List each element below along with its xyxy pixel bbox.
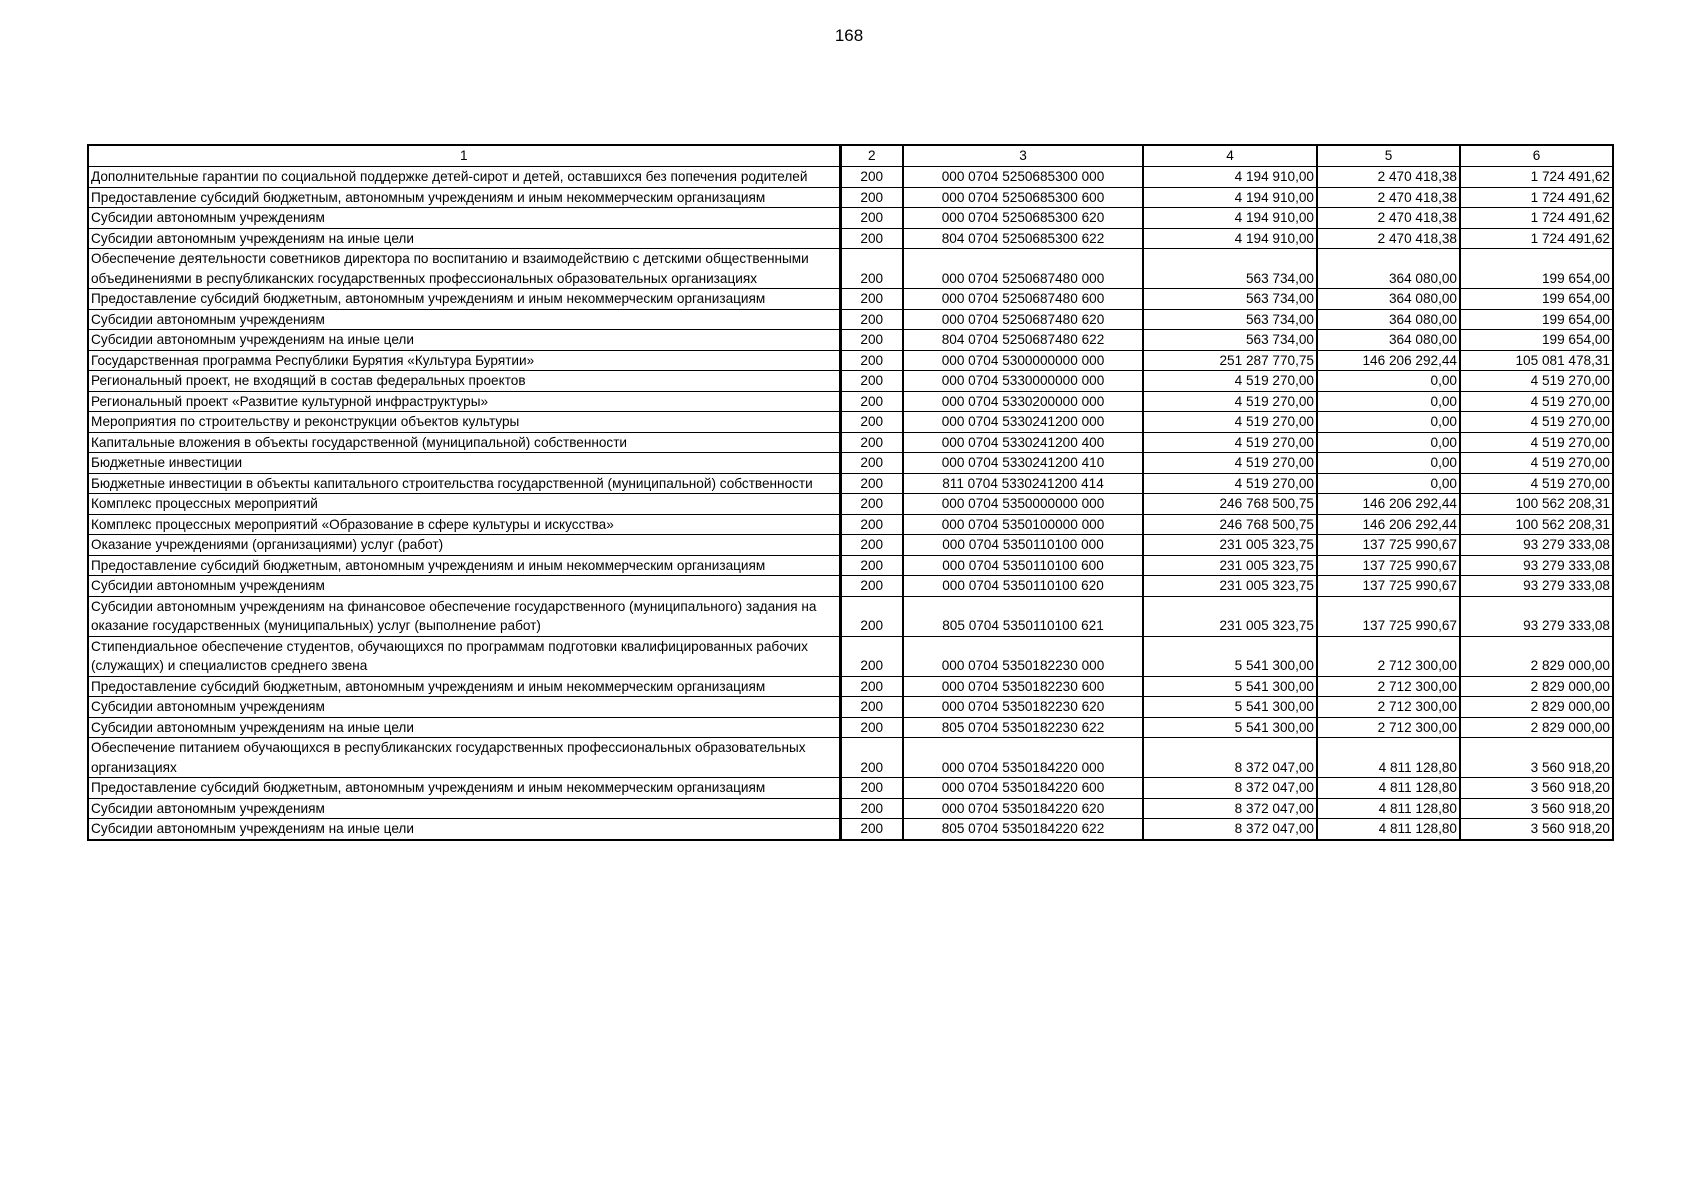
row-approved-amount: 4 519 270,00	[1143, 371, 1317, 392]
row-unexecuted-amount: 100 562 208,31	[1460, 494, 1613, 515]
table-row	[88, 228, 1613, 249]
row-approved-amount: 231 005 323,75	[1143, 596, 1317, 636]
row-budget-code: 000 0704 5350100000 000	[903, 514, 1143, 535]
table-row	[88, 371, 1613, 392]
row-executed-amount: 2 712 300,00	[1317, 636, 1460, 676]
row-budget-code: 805 0704 5350110100 621	[903, 596, 1143, 636]
row-unexecuted-amount: 3 560 918,20	[1460, 819, 1613, 840]
row-approved-amount: 563 734,00	[1143, 289, 1317, 310]
header-row	[88, 145, 1613, 167]
table-row	[88, 697, 1613, 718]
row-line-code: 200	[840, 228, 903, 249]
row-executed-amount: 0,00	[1317, 391, 1460, 412]
table-row	[88, 208, 1613, 229]
header-col-5: 5	[1317, 145, 1460, 167]
table-row	[88, 167, 1613, 188]
table-row	[88, 596, 1613, 636]
table-row	[88, 738, 1613, 778]
row-line-code: 200	[840, 208, 903, 229]
row-line-code: 200	[840, 371, 903, 392]
row-unexecuted-amount: 4 519 270,00	[1460, 371, 1613, 392]
row-name: Мероприятия по строительству и реконструкции объектов культуры	[88, 412, 840, 433]
row-line-code: 200	[840, 494, 903, 515]
row-unexecuted-amount: 93 279 333,08	[1460, 555, 1613, 576]
table-row	[88, 309, 1613, 330]
row-line-code: 200	[840, 555, 903, 576]
row-line-code: 200	[840, 819, 903, 840]
table-row	[88, 514, 1613, 535]
row-executed-amount: 0,00	[1317, 371, 1460, 392]
row-approved-amount: 4 519 270,00	[1143, 453, 1317, 474]
row-unexecuted-amount: 93 279 333,08	[1460, 535, 1613, 556]
header-col-4: 4	[1143, 145, 1317, 167]
table-row	[88, 819, 1613, 840]
row-name: Обеспечение деятельности советников директора по воспитанию и взаимодействию с детскими общественными объединениями в республиканских государственных профессиональных образовательных организациях	[88, 249, 840, 289]
row-line-code: 200	[840, 697, 903, 718]
row-executed-amount: 146 206 292,44	[1317, 350, 1460, 371]
row-approved-amount: 246 768 500,75	[1143, 494, 1317, 515]
row-name: Предоставление субсидий бюджетным, автономным учреждениям и иным некоммерческим организациям	[88, 676, 840, 697]
row-name: Предоставление субсидий бюджетным, автономным учреждениям и иным некоммерческим организациям	[88, 289, 840, 310]
row-line-code: 200	[840, 717, 903, 738]
row-name: Комплекс процессных мероприятий	[88, 494, 840, 515]
row-unexecuted-amount: 1 724 491,62	[1460, 208, 1613, 229]
header-col-2: 2	[840, 145, 903, 167]
row-budget-code: 000 0704 5250687480 620	[903, 309, 1143, 330]
table-row	[88, 676, 1613, 697]
row-unexecuted-amount: 3 560 918,20	[1460, 738, 1613, 778]
row-unexecuted-amount: 2 829 000,00	[1460, 676, 1613, 697]
row-approved-amount: 231 005 323,75	[1143, 555, 1317, 576]
row-executed-amount: 4 811 128,80	[1317, 778, 1460, 799]
row-budget-code: 000 0704 5330241200 400	[903, 432, 1143, 453]
row-name: Субсидии автономным учреждениям	[88, 309, 840, 330]
budget-execution-table	[87, 144, 1614, 841]
row-name: Субсидии автономным учреждениям на иные цели	[88, 717, 840, 738]
table-row	[88, 412, 1613, 433]
row-name: Капитальные вложения в объекты государственной (муниципальной) собственности	[88, 432, 840, 453]
row-name: Дополнительные гарантии по социальной поддержке детей-сирот и детей, оставшихся без попечения родителей	[88, 167, 840, 188]
row-executed-amount: 146 206 292,44	[1317, 494, 1460, 515]
row-budget-code: 000 0704 5350000000 000	[903, 494, 1143, 515]
table-row	[88, 778, 1613, 799]
row-budget-code: 804 0704 5250687480 622	[903, 330, 1143, 351]
row-name: Субсидии автономным учреждениям	[88, 576, 840, 597]
row-executed-amount: 2 712 300,00	[1317, 676, 1460, 697]
row-unexecuted-amount: 105 081 478,31	[1460, 350, 1613, 371]
row-approved-amount: 4 519 270,00	[1143, 473, 1317, 494]
row-executed-amount: 2 712 300,00	[1317, 697, 1460, 718]
row-line-code: 200	[840, 453, 903, 474]
row-budget-code: 000 0704 5350184220 600	[903, 778, 1143, 799]
row-executed-amount: 4 811 128,80	[1317, 798, 1460, 819]
row-approved-amount: 4 194 910,00	[1143, 187, 1317, 208]
row-approved-amount: 4 194 910,00	[1143, 208, 1317, 229]
row-line-code: 200	[840, 167, 903, 188]
row-executed-amount: 146 206 292,44	[1317, 514, 1460, 535]
row-budget-code: 000 0704 5330200000 000	[903, 391, 1143, 412]
row-budget-code: 000 0704 5330241200 000	[903, 412, 1143, 433]
row-unexecuted-amount: 199 654,00	[1460, 309, 1613, 330]
row-unexecuted-amount: 4 519 270,00	[1460, 432, 1613, 453]
row-executed-amount: 364 080,00	[1317, 330, 1460, 351]
row-line-code: 200	[840, 798, 903, 819]
row-approved-amount: 8 372 047,00	[1143, 738, 1317, 778]
row-budget-code: 000 0704 5350182230 600	[903, 676, 1143, 697]
row-approved-amount: 5 541 300,00	[1143, 676, 1317, 697]
row-budget-code: 000 0704 5250685300 600	[903, 187, 1143, 208]
row-approved-amount: 8 372 047,00	[1143, 798, 1317, 819]
row-approved-amount: 8 372 047,00	[1143, 819, 1317, 840]
row-name: Комплекс процессных мероприятий «Образование в сфере культуры и искусства»	[88, 514, 840, 535]
header-col-3: 3	[903, 145, 1143, 167]
table-row	[88, 432, 1613, 453]
row-budget-code: 000 0704 5350110100 620	[903, 576, 1143, 597]
row-budget-code: 000 0704 5350110100 000	[903, 535, 1143, 556]
row-unexecuted-amount: 2 829 000,00	[1460, 717, 1613, 738]
row-unexecuted-amount: 2 829 000,00	[1460, 636, 1613, 676]
row-name: Стипендиальное обеспечение студентов, обучающихся по программам подготовки квалифицированных рабочих (служащих) и специалистов среднего звена	[88, 636, 840, 676]
row-unexecuted-amount: 1 724 491,62	[1460, 167, 1613, 188]
table-row	[88, 576, 1613, 597]
row-budget-code: 805 0704 5350184220 622	[903, 819, 1143, 840]
row-executed-amount: 2 470 418,38	[1317, 208, 1460, 229]
row-line-code: 200	[840, 576, 903, 597]
row-name: Бюджетные инвестиции в объекты капитального строительства государственной (муниципальной) собственности	[88, 473, 840, 494]
row-name: Субсидии автономным учреждениям на иные цели	[88, 819, 840, 840]
row-line-code: 200	[840, 778, 903, 799]
row-budget-code: 000 0704 5350184220 620	[903, 798, 1143, 819]
table-row	[88, 391, 1613, 412]
row-budget-code: 000 0704 5250687480 600	[903, 289, 1143, 310]
row-line-code: 200	[840, 535, 903, 556]
row-line-code: 200	[840, 330, 903, 351]
row-name: Субсидии автономным учреждениям на финансовое обеспечение государственного (муниципального) задания на оказание государственных (муниципальных) услуг (выполнение работ)	[88, 596, 840, 636]
row-executed-amount: 0,00	[1317, 432, 1460, 453]
row-line-code: 200	[840, 432, 903, 453]
table-row	[88, 798, 1613, 819]
row-executed-amount: 2 712 300,00	[1317, 717, 1460, 738]
table-row	[88, 289, 1613, 310]
row-unexecuted-amount: 2 829 000,00	[1460, 697, 1613, 718]
row-executed-amount: 0,00	[1317, 453, 1460, 474]
row-unexecuted-amount: 4 519 270,00	[1460, 391, 1613, 412]
row-name: Региональный проект, не входящий в состав федеральных проектов	[88, 371, 840, 392]
row-executed-amount: 364 080,00	[1317, 289, 1460, 310]
row-executed-amount: 137 725 990,67	[1317, 576, 1460, 597]
row-budget-code: 000 0704 5330000000 000	[903, 371, 1143, 392]
row-line-code: 200	[840, 514, 903, 535]
row-approved-amount: 231 005 323,75	[1143, 535, 1317, 556]
table-row	[88, 473, 1613, 494]
row-executed-amount: 137 725 990,67	[1317, 535, 1460, 556]
row-name: Государственная программа Республики Бурятия «Культура Бурятии»	[88, 350, 840, 371]
row-line-code: 200	[840, 738, 903, 778]
row-approved-amount: 563 734,00	[1143, 309, 1317, 330]
row-line-code: 200	[840, 596, 903, 636]
page-number: 168	[834, 26, 864, 45]
row-approved-amount: 4 519 270,00	[1143, 432, 1317, 453]
table-row	[88, 187, 1613, 208]
row-executed-amount: 4 811 128,80	[1317, 738, 1460, 778]
table-body	[88, 167, 1613, 840]
table-row	[88, 249, 1613, 289]
row-unexecuted-amount: 93 279 333,08	[1460, 576, 1613, 597]
row-unexecuted-amount: 3 560 918,20	[1460, 798, 1613, 819]
row-budget-code: 000 0704 5350182230 000	[903, 636, 1143, 676]
row-approved-amount: 246 768 500,75	[1143, 514, 1317, 535]
table-row	[88, 350, 1613, 371]
row-unexecuted-amount: 199 654,00	[1460, 289, 1613, 310]
row-executed-amount: 2 470 418,38	[1317, 187, 1460, 208]
row-name: Обеспечение питанием обучающихся в республиканских государственных профессиональных образовательных организациях	[88, 738, 840, 778]
header-col-6: 6	[1460, 145, 1613, 167]
row-budget-code: 000 0704 5300000000 000	[903, 350, 1143, 371]
row-budget-code: 000 0704 5250687480 000	[903, 249, 1143, 289]
row-executed-amount: 137 725 990,67	[1317, 555, 1460, 576]
row-unexecuted-amount: 4 519 270,00	[1460, 453, 1613, 474]
row-line-code: 200	[840, 391, 903, 412]
row-name: Бюджетные инвестиции	[88, 453, 840, 474]
table-row	[88, 535, 1613, 556]
row-approved-amount: 5 541 300,00	[1143, 697, 1317, 718]
row-approved-amount: 563 734,00	[1143, 330, 1317, 351]
row-name: Предоставление субсидий бюджетным, автономным учреждениям и иным некоммерческим организациям	[88, 778, 840, 799]
row-line-code: 200	[840, 187, 903, 208]
row-approved-amount: 231 005 323,75	[1143, 576, 1317, 597]
row-name: Региональный проект «Развитие культурной инфраструктуры»	[88, 391, 840, 412]
row-line-code: 200	[840, 249, 903, 289]
table-row	[88, 636, 1613, 676]
row-unexecuted-amount: 4 519 270,00	[1460, 473, 1613, 494]
row-budget-code: 000 0704 5250685300 000	[903, 167, 1143, 188]
row-approved-amount: 563 734,00	[1143, 249, 1317, 289]
row-approved-amount: 5 541 300,00	[1143, 636, 1317, 676]
row-budget-code: 000 0704 5350182230 620	[903, 697, 1143, 718]
row-line-code: 200	[840, 473, 903, 494]
row-approved-amount: 4 194 910,00	[1143, 167, 1317, 188]
row-unexecuted-amount: 1 724 491,62	[1460, 187, 1613, 208]
row-name: Предоставление субсидий бюджетным, автономным учреждениям и иным некоммерческим организациям	[88, 555, 840, 576]
row-unexecuted-amount: 199 654,00	[1460, 249, 1613, 289]
table-row	[88, 330, 1613, 351]
table-row	[88, 453, 1613, 474]
row-approved-amount: 8 372 047,00	[1143, 778, 1317, 799]
row-name: Субсидии автономным учреждениям на иные цели	[88, 228, 840, 249]
row-approved-amount: 251 287 770,75	[1143, 350, 1317, 371]
row-executed-amount: 2 470 418,38	[1317, 228, 1460, 249]
table-row	[88, 555, 1613, 576]
row-approved-amount: 4 519 270,00	[1143, 391, 1317, 412]
row-line-code: 200	[840, 676, 903, 697]
row-approved-amount: 5 541 300,00	[1143, 717, 1317, 738]
row-budget-code: 805 0704 5350182230 622	[903, 717, 1143, 738]
row-executed-amount: 2 470 418,38	[1317, 167, 1460, 188]
row-line-code: 200	[840, 636, 903, 676]
row-name: Субсидии автономным учреждениям на иные цели	[88, 330, 840, 351]
table-row	[88, 717, 1613, 738]
row-executed-amount: 364 080,00	[1317, 249, 1460, 289]
row-executed-amount: 137 725 990,67	[1317, 596, 1460, 636]
table-row	[88, 494, 1613, 515]
row-name: Предоставление субсидий бюджетным, автономным учреждениям и иным некоммерческим организациям	[88, 187, 840, 208]
row-executed-amount: 4 811 128,80	[1317, 819, 1460, 840]
row-unexecuted-amount: 100 562 208,31	[1460, 514, 1613, 535]
row-name: Субсидии автономным учреждениям	[88, 208, 840, 229]
row-name: Субсидии автономным учреждениям	[88, 697, 840, 718]
row-unexecuted-amount: 1 724 491,62	[1460, 228, 1613, 249]
row-budget-code: 000 0704 5350184220 000	[903, 738, 1143, 778]
row-approved-amount: 4 194 910,00	[1143, 228, 1317, 249]
row-budget-code: 000 0704 5350110100 600	[903, 555, 1143, 576]
row-unexecuted-amount: 4 519 270,00	[1460, 412, 1613, 433]
header-col-1: 1	[88, 145, 840, 167]
row-budget-code: 804 0704 5250685300 622	[903, 228, 1143, 249]
row-line-code: 200	[840, 412, 903, 433]
table-header	[88, 145, 1613, 167]
row-name: Субсидии автономным учреждениям	[88, 798, 840, 819]
row-line-code: 200	[840, 309, 903, 330]
row-unexecuted-amount: 3 560 918,20	[1460, 778, 1613, 799]
row-budget-code: 811 0704 5330241200 414	[903, 473, 1143, 494]
row-unexecuted-amount: 199 654,00	[1460, 330, 1613, 351]
row-line-code: 200	[840, 289, 903, 310]
row-executed-amount: 364 080,00	[1317, 309, 1460, 330]
row-executed-amount: 0,00	[1317, 473, 1460, 494]
row-budget-code: 000 0704 5250685300 620	[903, 208, 1143, 229]
row-line-code: 200	[840, 350, 903, 371]
row-budget-code: 000 0704 5330241200 410	[903, 453, 1143, 474]
row-approved-amount: 4 519 270,00	[1143, 412, 1317, 433]
row-name: Оказание учреждениями (организациями) услуг (работ)	[88, 535, 840, 556]
row-executed-amount: 0,00	[1317, 412, 1460, 433]
row-unexecuted-amount: 93 279 333,08	[1460, 596, 1613, 636]
